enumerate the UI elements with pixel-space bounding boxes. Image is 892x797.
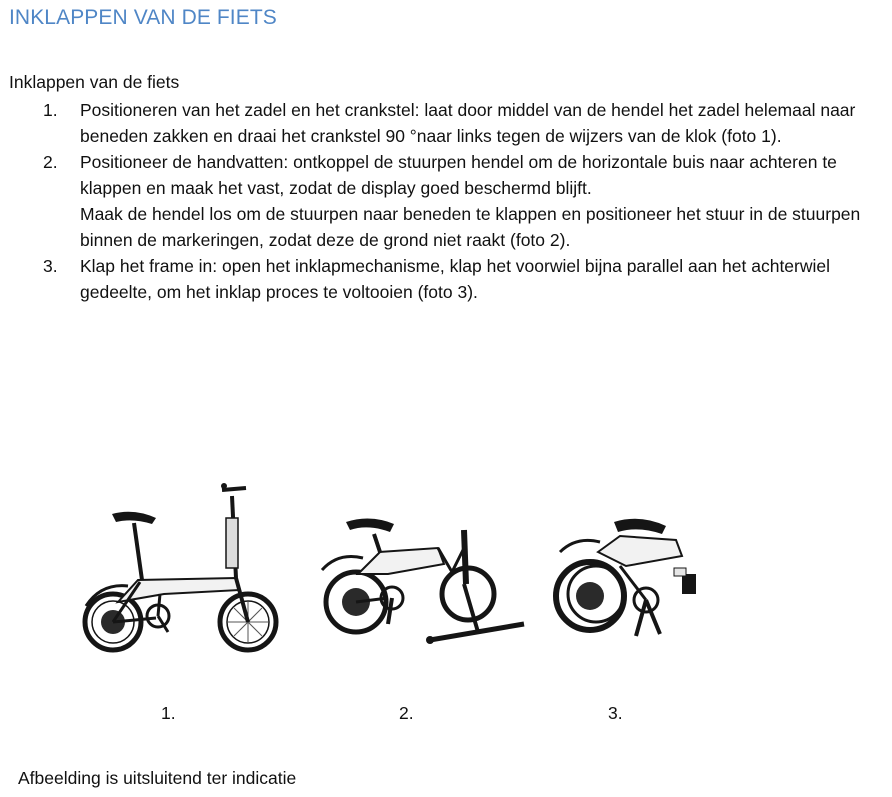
list-item [0, 149, 892, 253]
list-item [0, 253, 892, 305]
unfolded-bike-photo [76, 478, 286, 658]
folding-steps-list [0, 97, 892, 305]
step-number: 1. [43, 100, 58, 120]
step-text: Maak de hendel los om de stuurpen naar beneden te klappen en positioneer het stuur in de stuurpen binnen de markeringen, zodat deze de grond niet raakt (foto 2). [80, 204, 861, 250]
half-folded-bike-photo [318, 512, 532, 662]
step-text: Positioneer de handvatten: ontkoppel de stuurpen hendel om de horizontale buis naar achteren te klappen en maak het vast, zodat de display goed beschermd blijft. [80, 152, 837, 198]
step-text: Positioneren van het zadel en het crankstel: laat door middel van de hendel het zadel helemaal naar beneden zakken en draai het crankstel 90 °naar links tegen de wijzers van de klok (foto 1). [80, 100, 856, 146]
page-title: INKLAPPEN VAN DE FIETS [9, 6, 277, 29]
photo-caption: 1. [161, 703, 176, 723]
step-number: 2. [43, 152, 58, 172]
section-subtitle: Inklappen van de fiets [9, 72, 180, 92]
footnote: Afbeelding is uitsluitend ter indicatie [18, 768, 297, 788]
photo-caption: 3. [608, 703, 623, 723]
photo-caption: 2. [399, 703, 414, 723]
step-text: Klap het frame in: open het inklapmechanisme, klap het voorwiel bijna parallel aan het achterwiel gedeelte, om het inklap proces te voltooien (foto 3). [80, 256, 831, 302]
folded-bike-photo [550, 510, 702, 650]
list-item [0, 97, 892, 149]
step-number: 3. [43, 256, 58, 276]
